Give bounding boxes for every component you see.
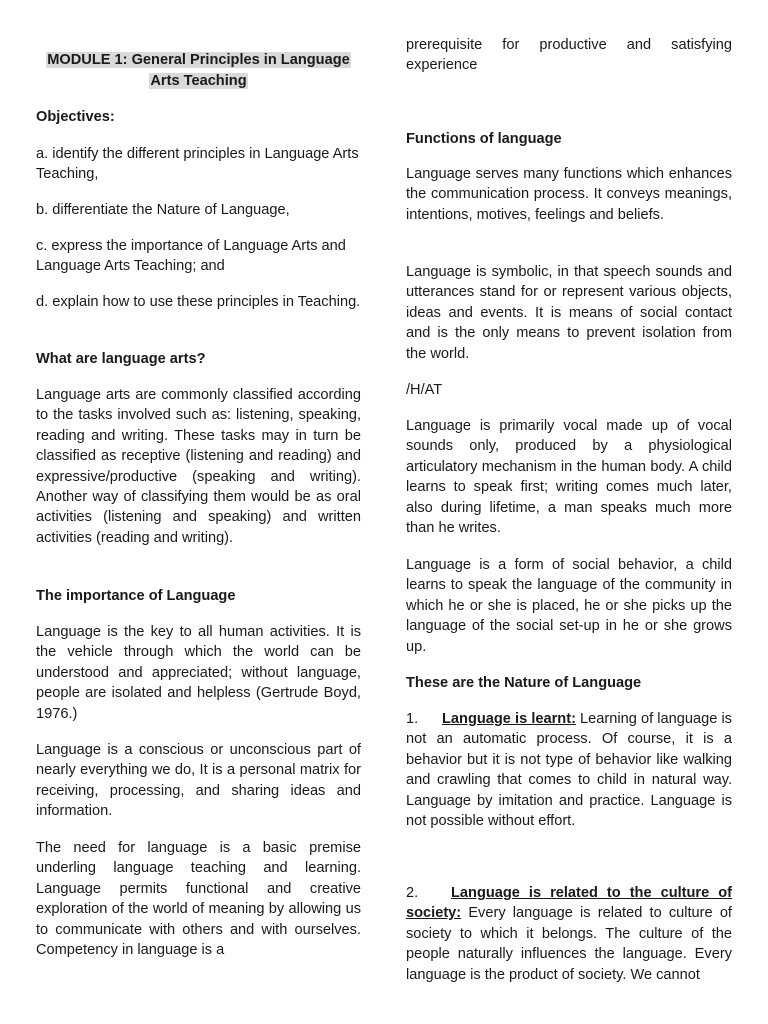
module-title-text: MODULE 1: General Principles in Language Arts Teaching xyxy=(47,52,350,89)
nature-item-text: Learning of language is not an automatic process. Of course, it is a behavior but it is not type of behavior like walking and crawling that comes to child in natural way. Language by imitation and practice. Language is not possible without effort. xyxy=(406,711,732,830)
social-behavior-paragraph: Language is a form of social behavior, a child learns to speak the language of the community in which he or she is placed, he or she picks up the language of the social set-up in he or she grows up. xyxy=(406,557,732,655)
language-arts-heading: What are language arts? xyxy=(36,351,206,367)
functions-paragraph-2: Language is symbolic, in that speech sounds and utterances stand for or represent various objects, ideas and events. It is means of social contact and is the only means to prevent isolation from the world. xyxy=(406,264,732,362)
nature-item-text: Every language is related to culture of society to which it belongs. The culture of the people naturally influences the language. Every language is the product of society. We cannot xyxy=(406,905,732,983)
importance-heading: The importance of Language xyxy=(36,588,236,604)
objectives-heading: Objectives: xyxy=(36,109,115,125)
nature-item-1 xyxy=(406,709,732,831)
importance-paragraph-2: Language is a conscious or unconscious part of nearly everything we do, It is a personal matrix for receiving, processing, and sharing ideas and information. xyxy=(36,742,361,820)
stray-text: /H/AT xyxy=(406,382,443,398)
module-title xyxy=(40,50,357,92)
objective-item-d: d. explain how to use these principles in Teaching. xyxy=(36,294,361,310)
continuation-paragraph: prerequisite for productive and satisfying experience xyxy=(406,37,732,74)
vocal-paragraph: Language is primarily vocal made up of vocal sounds only, produced by a physiological articulatory mechanism in the human body. A child learns to speak first; writing comes much later, also during lifetime, a man speaks much more than he writes. xyxy=(406,418,732,537)
objective-item-b: b. differentiate the Nature of Language, xyxy=(36,202,290,218)
nature-item-number: 2. xyxy=(406,885,419,901)
importance-paragraph-3: The need for language is a basic premise underling language teaching and learning. Language permits functional and creative exploration of the world of meaning by allowing us to communicate with others and with ourselves. Competency in language is a xyxy=(36,840,361,959)
nature-item-number: 1. xyxy=(406,711,419,727)
nature-item-title: Language is learnt: xyxy=(442,711,576,727)
objective-item-c: c. express the importance of Language Arts and Language Arts Teaching; and xyxy=(36,238,346,275)
nature-item-2 xyxy=(406,883,732,985)
importance-paragraph-1: Language is the key to all human activities. It is the vehicle through which the world can be understood and appreciated; without language, people are isolated and helpless (Gertrude Boyd, 1976.) xyxy=(36,624,361,722)
functions-heading: Functions of language xyxy=(406,131,562,147)
objective-item-a: a. identify the different principles in Language Arts Teaching, xyxy=(36,146,359,183)
nature-heading: These are the Nature of Language xyxy=(406,675,642,691)
language-arts-paragraph: Language arts are commonly classified according to the tasks involved such as: listening, speaking, reading and writing. These tasks may in turn be classified as receptive (listening and reading) and expressive/productive (speaking and writing). Another way of classifying them would be as oral activities (listening and speaking) and written activities (reading and writing). xyxy=(36,387,361,546)
functions-paragraph-1: Language serves many functions which enhances the communication process. It conveys meanings, intentions, motives, feelings and beliefs. xyxy=(406,166,732,223)
nature-item-title: Language is related to the culture of society: xyxy=(406,885,732,922)
